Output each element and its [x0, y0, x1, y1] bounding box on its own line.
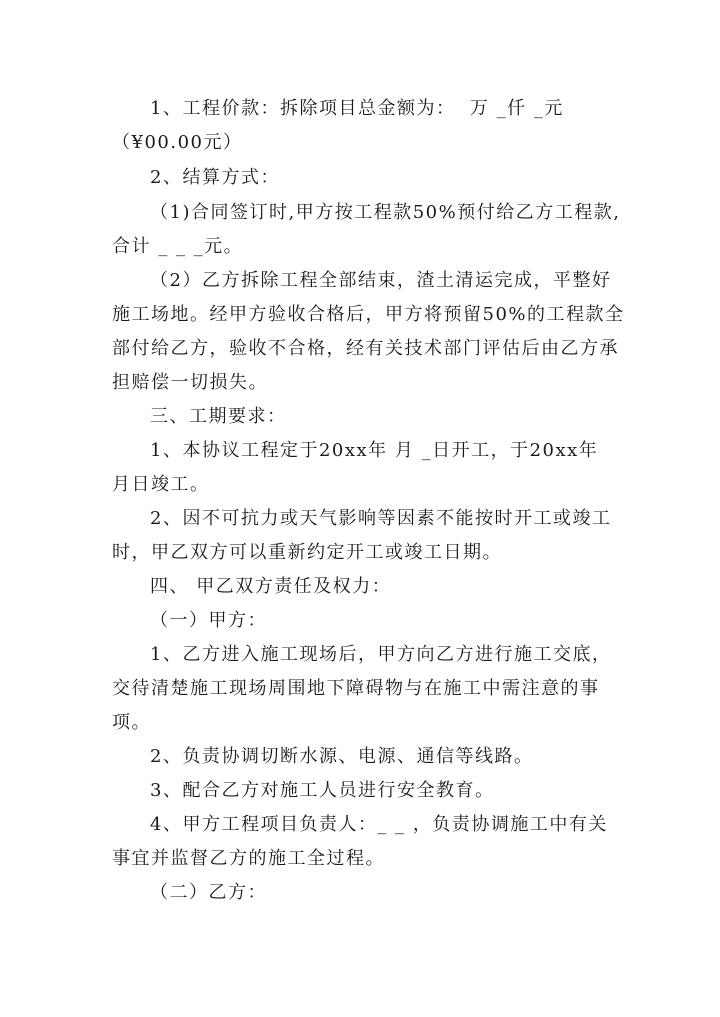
schedule-item-1-cont: 月日竣工。 — [112, 474, 210, 495]
party-a-item-1-cont-2: 项。 — [112, 712, 151, 733]
party-a-item-3: 3、配合乙方对施工人员进行安全教育。 — [150, 780, 495, 801]
settlement-item-1: （1)合同签订时,甲方按工程款50%预付给乙方工程款, — [150, 202, 621, 223]
schedule-heading: 三、工期要求： — [150, 406, 287, 427]
clause-price-amount: （¥00.00元） — [112, 132, 243, 153]
party-a-item-2: 2、负责协调切断水源、电源、通信等线路。 — [150, 746, 534, 767]
settlement-item-2: （2）乙方拆除工程全部结束，渣土清运完成，平整好 — [150, 270, 612, 291]
settlement-item-2-cont-2: 部付给乙方，验收不合格，经有关技术部门评估后由乙方承 — [112, 338, 619, 359]
schedule-item-1: 1、本协议工程定于20xx年 月 _日开工，于20xx年 — [150, 440, 599, 461]
settlement-item-2-cont-3: 担赔偿一切损失。 — [112, 372, 268, 393]
responsibilities-heading: 四、 甲乙双方责任及权力： — [150, 576, 392, 597]
party-a-heading: （一）甲方： — [150, 610, 267, 631]
party-a-item-4-cont: 事宜并监督乙方的施工全过程。 — [112, 848, 385, 869]
party-a-item-1: 1、乙方进入施工现场后，甲方向乙方进行施工交底， — [150, 644, 612, 665]
settlement-item-2-cont-1: 施工场地。经甲方验收合格后，甲方将预留50%的工程款全 — [112, 304, 625, 325]
settlement-item-1-total: 合计 _ _ _元。 — [112, 236, 244, 257]
schedule-item-2-cont: 时，甲乙双方可以重新约定开工或竣工日期。 — [112, 542, 502, 563]
party-a-item-1-cont-1: 交待清楚施工现场周围地下障碍物与在施工中需注意的事 — [112, 678, 600, 699]
settlement-heading: 2、结算方式： — [150, 167, 280, 188]
party-b-heading: （二）乙方： — [150, 882, 267, 903]
clause-price: 1、工程价款：拆除项目总金额为： 万 _仟 _元 — [150, 98, 564, 119]
schedule-item-2: 2、因不可抗力或天气影响等因素不能按时开工或竣工 — [150, 508, 612, 529]
party-a-item-4: 4、甲方工程项目负责人：_ _ ，负责协调施工中有关 — [150, 814, 608, 835]
